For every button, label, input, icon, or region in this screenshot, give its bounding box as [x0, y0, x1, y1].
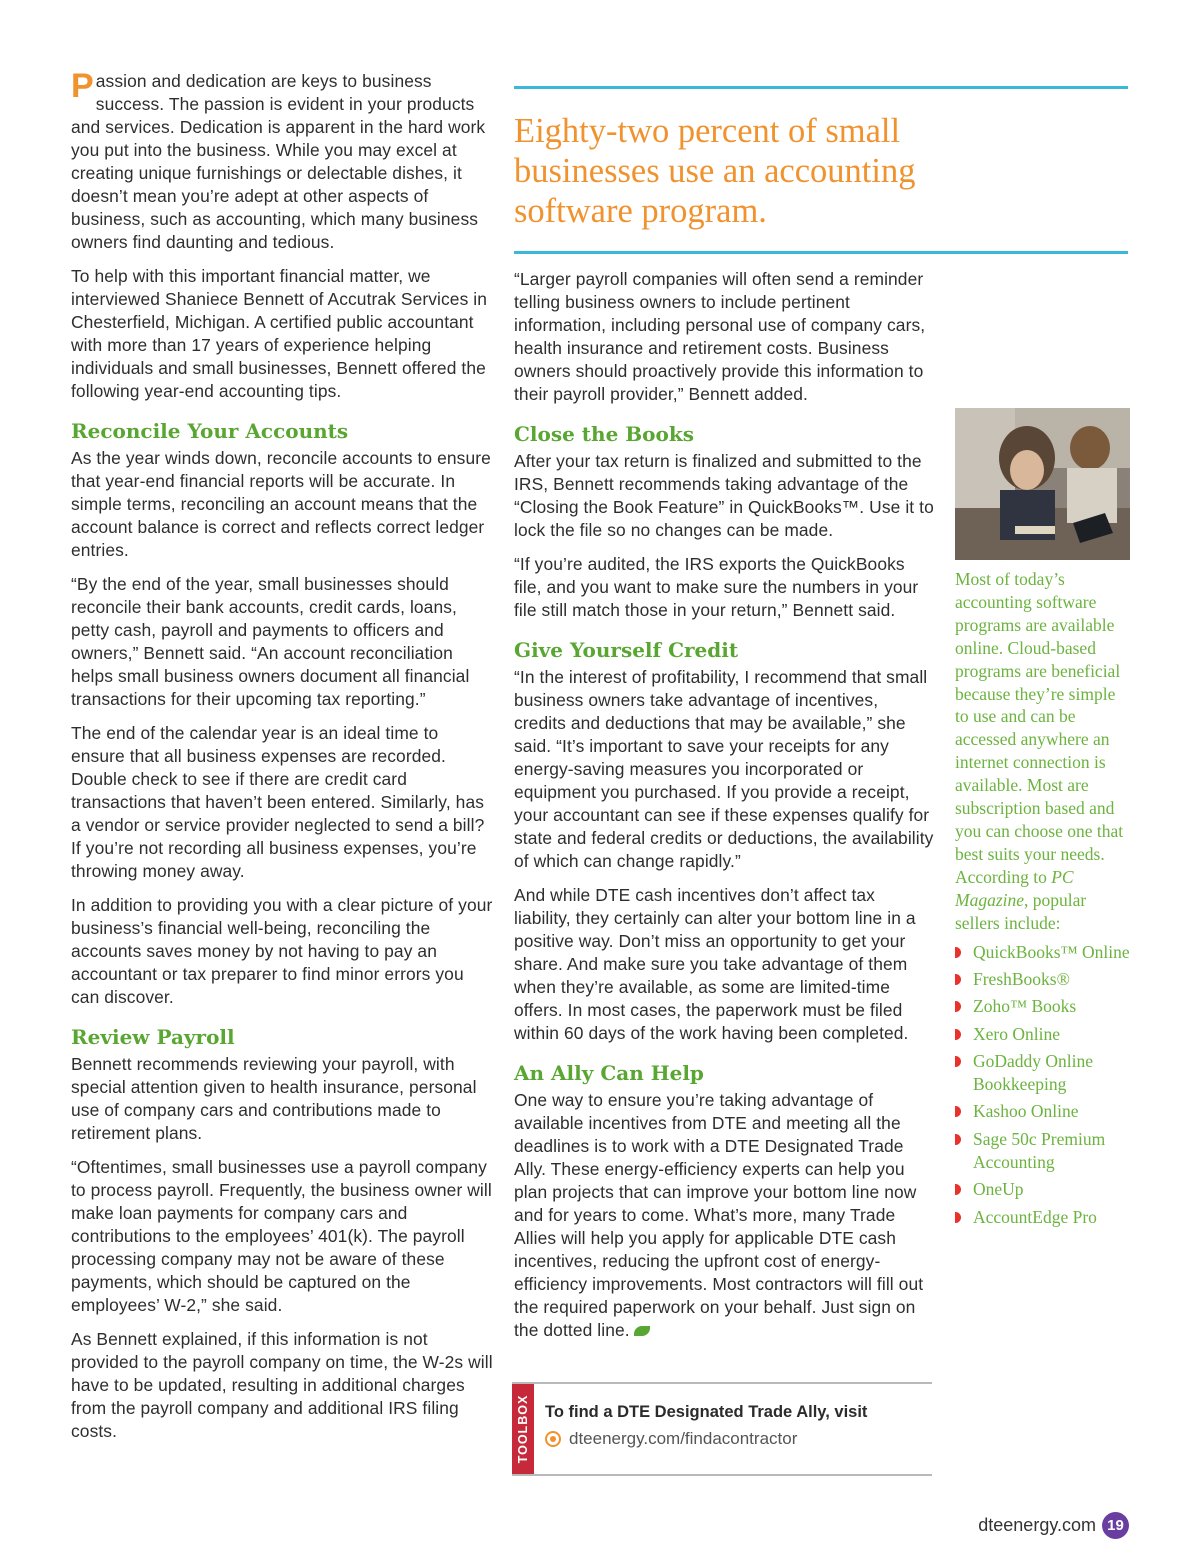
left-column	[71, 67, 495, 1454]
paragraph: The end of the calendar year is an ideal time to ensure that all business expenses are recorded. Double check to see if there are credit card transactions that haven’t been entered. Similarly, has a vendor or service provider neglected to send a bill? If you’re not recording all business expenses, you’re throwing money away.	[71, 723, 485, 881]
sidebar-text-a: Most of today’s accounting software programs are available online. Cloud-based programs are beneficial because they’re simple to use and can be accessed anywhere an internet connection is available. Most are subscription based and you can choose one that best suits your needs. According to	[955, 569, 1124, 887]
drop-cap: P	[71, 67, 94, 105]
list-item: QuickBooks™ Online	[955, 941, 1130, 964]
intro-paragraph	[71, 67, 495, 254]
toolbox-tab-label: TOOLBOX	[516, 1394, 530, 1464]
ally-text: One way to ensure you’re taking advantage of available incentives from DTE and meeting all the deadlines is to work with a DTE Designated Trade Ally. These energy-efficiency experts can help you plan projects that can improve your bottom line now and for years to come. What’s more, many Trade Allies will help you apply for applicable DTE cash incentives, reducing the upfront cost of energy-efficiency improvements. Most contractors will fill out the required paperwork on your behalf. Just sign on the dotted line.	[514, 1090, 924, 1340]
page-number: 19	[1102, 1512, 1129, 1539]
magazine-name: PC Magazine	[955, 866, 1074, 910]
bullet-icon	[955, 1184, 961, 1195]
bullet-icon	[955, 1212, 961, 1223]
toolbox-tab	[512, 1384, 534, 1474]
list-item: AccountEdge Pro	[955, 1206, 1130, 1229]
paragraph: In addition to providing you with a clear picture of your business’s financial well-being, reconciling the accounts saves money by not having to pay an accountant or tax preparer to find minor errors you can discover.	[71, 895, 493, 1007]
list-item: GoDaddy Online Bookkeeping	[955, 1050, 1130, 1096]
bullet-icon	[955, 947, 961, 958]
office-photo	[955, 408, 1130, 560]
web-pointer-icon	[545, 1431, 561, 1447]
heading-reconcile: Reconcile Your Accounts	[71, 419, 349, 443]
bullet-icon	[955, 1001, 961, 1012]
paragraph: As the year winds down, reconcile accounts to ensure that year-end financial reports will be accurate. In simple terms, reconciling an account means that the account balance is correct and reflects correct ledger entries.	[71, 448, 491, 560]
paragraph: After your tax return is finalized and submitted to the IRS, Bennett recommends taking advantage of the “Closing the Book Feature” in QuickBooks™. Use it to lock the file so no changes can be made.	[514, 451, 934, 540]
heading-ally: An Ally Can Help	[514, 1061, 704, 1085]
footer-site: dteenergy.com	[978, 1515, 1096, 1535]
bullet-icon	[955, 1056, 961, 1067]
paragraph: “In the interest of profitability, I recommend that small business owners take advantage of incentives, credits and deductions that may be available,” she said. “It’s important to save your receipts for any energy-saving measures you incorporated or equipment you purchased. If you provide a receipt, your accountant can see if these expenses qualify for state and federal credits or deductions, the availability of which can change rapidly.”	[514, 667, 934, 871]
bullet-icon	[955, 974, 961, 985]
heading-close-books: Close the Books	[514, 422, 694, 446]
paragraph: “If you’re audited, the IRS exports the QuickBooks file, and you want to make sure the numbers in your file still match those in your return,” Bennett said.	[514, 554, 919, 620]
bullet-icon	[955, 1106, 961, 1117]
toolbox-title: To find a DTE Designated Trade Ally, visit	[545, 1403, 868, 1421]
paragraph: And while DTE cash incentives don’t affect tax liability, they certainly can alter your bottom line in a positive way. Don’t miss an opportunity to get your share. And make sure you take advantage of them when they’re available, as some are limited-time offers. In most cases, the paperwork must be filed within 60 days of the work having been completed.	[514, 885, 916, 1043]
paragraph	[514, 1089, 934, 1342]
paragraph: As Bennett explained, if this information is not provided to the payroll company on time, the W-2s will have to be updated, resulting in additional charges from the payroll company and additional IRS filing costs.	[71, 1329, 493, 1441]
pull-quote: Eighty-two percent of small businesses use an accounting software program.	[514, 112, 916, 230]
intro-text: assion and dedication are keys to business success. The passion is evident in your products and services. Dedication is apparent in the hard work you put into the business. While you may excel at creating unique furnishings or delectable dishes, it doesn’t mean you’re adept at other aspects of business, such as accounting, which many business owners find daunting and tedious.	[71, 71, 486, 252]
bullet-icon	[955, 1029, 961, 1040]
sellers-list	[955, 941, 1130, 1229]
heading-payroll: Review Payroll	[71, 1025, 235, 1049]
sidebar-text	[955, 568, 1130, 935]
page-footer	[978, 1512, 1129, 1539]
sidebar-text-b: , popular sellers include:	[955, 889, 1087, 933]
list-item: Xero Online	[955, 1023, 1130, 1046]
list-item: FreshBooks®	[955, 968, 1130, 991]
pull-quote-bottom-rule	[514, 251, 1128, 254]
list-item: Kashoo Online	[955, 1100, 1130, 1123]
list-item: Zoho™ Books	[955, 995, 1130, 1018]
paragraph: To help with this important financial matter, we interviewed Shaniece Bennett of Accutrak Services in Chesterfield, Michigan. A certified public accountant with more than 17 years of experience helping individuals and small businesses, Bennett offered the following year-end accounting tips.	[71, 266, 488, 401]
sidebar	[955, 408, 1130, 1233]
bullet-icon	[955, 1134, 961, 1145]
list-item: Sage 50c Premium Accounting	[955, 1128, 1130, 1174]
paragraph: Bennett recommends reviewing your payroll, with special attention given to health insurance, personal use of company cars and contributions made to retirement plans.	[71, 1054, 477, 1143]
toolbox-link-text[interactable]: dteenergy.com/findacontractor	[569, 1429, 798, 1448]
toolbox-box	[512, 1382, 932, 1476]
paragraph: “By the end of the year, small businesses should reconcile their bank accounts, credit cards, loans, petty cash, payroll and payments to officers and owners,” Bennett said. “An account reconciliation helps small business owners document all financial transactions for their upcoming tax reporting.”	[71, 574, 470, 709]
pull-quote-top-rule	[514, 86, 1128, 89]
paragraph: “Oftentimes, small businesses use a payroll company to process payroll. Frequently, the business owner will make loan payments for company cars and contributions to the employees’ 401(k). The payroll processing company may not be aware of these payments, which should be captured on the employees’ W-2,” she said.	[71, 1157, 492, 1315]
leaf-end-icon	[634, 1326, 650, 1336]
list-item: OneUp	[955, 1178, 1130, 1201]
heading-credit: Give Yourself Credit	[514, 638, 739, 662]
paragraph: “Larger payroll companies will often send a reminder telling business owners to include pertinent information, including personal use of company cars, health insurance and retirement costs. Business owners should proactively provide this information to their payroll provider,” Bennett added.	[514, 269, 926, 404]
toolbox-link[interactable]	[545, 1429, 797, 1449]
middle-column	[514, 86, 934, 1353]
